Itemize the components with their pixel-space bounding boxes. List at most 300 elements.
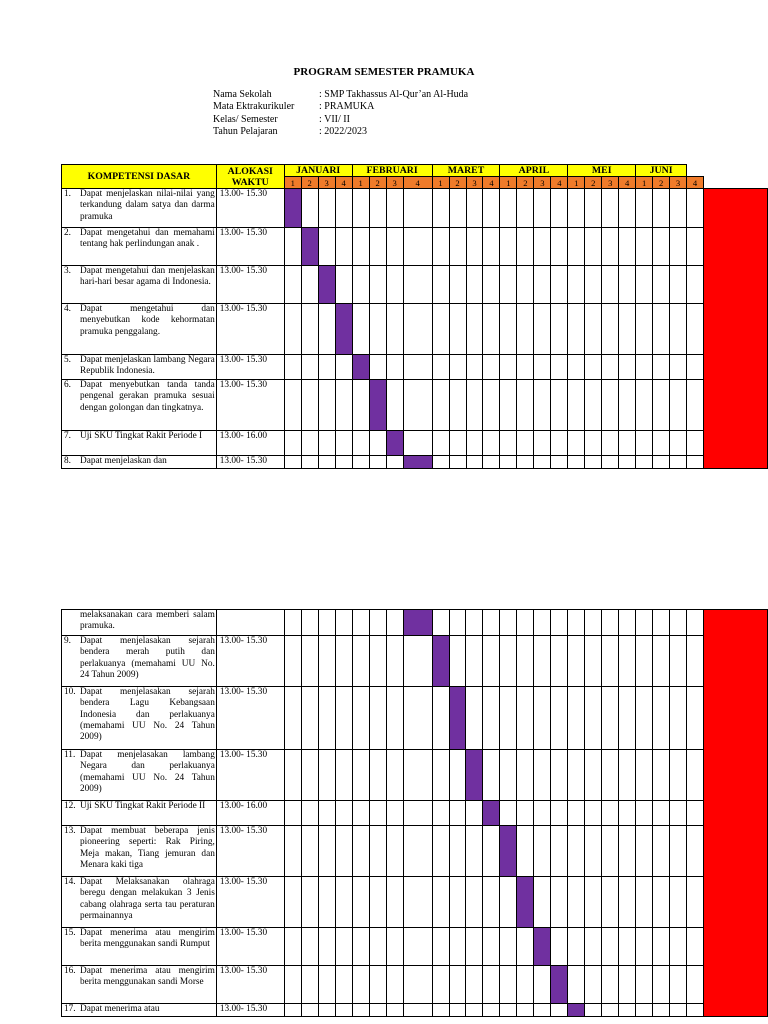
- info-value: : VII/ II: [319, 113, 350, 125]
- week-cell: [301, 801, 318, 826]
- week-cell: [500, 380, 517, 431]
- week-cell: [318, 877, 335, 928]
- week-cell: [318, 380, 335, 431]
- competency-cell: [62, 610, 217, 636]
- week-cell: [483, 380, 500, 431]
- week-cell: [517, 928, 534, 966]
- week-cell: [301, 826, 318, 877]
- week-cell: [352, 266, 369, 304]
- week-cell: [687, 355, 704, 380]
- week-cell: [403, 266, 432, 304]
- week-cell: [619, 380, 636, 431]
- week-cell: [449, 456, 466, 469]
- competency-text: Dapat menjelasakan lambang Negara dan perlakuanya (memahami UU No. 24 Tahun 2009): [80, 750, 215, 794]
- week-cell: [670, 826, 687, 877]
- info-row-class: [213, 114, 468, 126]
- week-cell: [432, 431, 449, 456]
- time-allocation-cell: 13.00- 15.30: [216, 380, 284, 431]
- week-cell: [568, 928, 585, 966]
- week-cell: [284, 928, 301, 966]
- week-cell: [585, 801, 602, 826]
- competency-number: 9.: [64, 636, 71, 646]
- week-cell: [352, 304, 369, 355]
- week-cell: [602, 456, 619, 469]
- week-cell: [284, 687, 301, 750]
- header-week: 4: [335, 177, 352, 189]
- week-cell: [335, 1004, 352, 1017]
- week-cell: [449, 801, 466, 826]
- week-cell: [619, 456, 636, 469]
- competency-number: 14.: [64, 877, 76, 887]
- week-cell: [653, 877, 670, 928]
- info-label: Kelas/ Semester: [213, 113, 278, 125]
- time-allocation-cell: 13.00- 16.00: [216, 801, 284, 826]
- week-cell: [670, 266, 687, 304]
- week-cell: [483, 1004, 500, 1017]
- table-row: [62, 456, 768, 469]
- week-cell: [568, 266, 585, 304]
- info-label: Nama Sekolah: [213, 89, 272, 100]
- week-cell: [352, 826, 369, 877]
- week-cell: [432, 687, 449, 750]
- week-cell: [653, 456, 670, 469]
- week-cell: [301, 431, 318, 456]
- week-cell: [369, 877, 386, 928]
- week-cell: [500, 355, 517, 380]
- week-cell: [619, 877, 636, 928]
- week-cell: [517, 355, 534, 380]
- week-cell: [369, 966, 386, 1004]
- week-cell: [551, 266, 568, 304]
- week-cell: [585, 189, 602, 228]
- info-value: : 2022/2023: [319, 126, 368, 138]
- time-allocation-cell: 13.00- 15.30: [216, 456, 284, 469]
- week-cell: [500, 610, 517, 636]
- week-cell: [585, 826, 602, 877]
- activity-week-cell: [403, 610, 432, 636]
- week-cell: [284, 610, 301, 636]
- week-cell: [551, 826, 568, 877]
- week-cell: [653, 355, 670, 380]
- week-cell: [500, 750, 517, 801]
- week-cell: [602, 1004, 619, 1017]
- week-cell: [449, 431, 466, 456]
- week-cell: [483, 610, 500, 636]
- competency-number: 3.: [64, 266, 71, 276]
- competency-cell: [62, 189, 217, 228]
- week-cell: [483, 266, 500, 304]
- week-cell: [602, 826, 619, 877]
- week-cell: [352, 380, 369, 431]
- week-cell: [483, 928, 500, 966]
- week-cell: [517, 610, 534, 636]
- week-cell: [352, 966, 369, 1004]
- week-cell: [301, 355, 318, 380]
- table-row: [62, 877, 768, 928]
- week-cell: [687, 189, 704, 228]
- week-cell: [483, 304, 500, 355]
- week-cell: [318, 228, 335, 266]
- week-cell: [687, 826, 704, 877]
- week-cell: [318, 928, 335, 966]
- week-cell: [568, 750, 585, 801]
- week-cell: [602, 877, 619, 928]
- competency-cell: [62, 636, 217, 687]
- week-cell: [301, 750, 318, 801]
- week-cell: [619, 431, 636, 456]
- week-cell: [619, 966, 636, 1004]
- header-week: 4: [403, 177, 432, 189]
- competency-cell: [62, 228, 217, 266]
- competency-cell: [62, 304, 217, 355]
- week-cell: [449, 380, 466, 431]
- week-cell: [568, 687, 585, 750]
- header-month: APRIL: [500, 165, 568, 177]
- schedule-table-page-2: [61, 609, 768, 1017]
- week-cell: [602, 687, 619, 750]
- week-cell: [449, 750, 466, 801]
- week-cell: [284, 355, 301, 380]
- week-cell: [653, 380, 670, 431]
- week-cell: [466, 966, 483, 1004]
- week-cell: [670, 928, 687, 966]
- week-cell: [602, 228, 619, 266]
- week-cell: [517, 750, 534, 801]
- week-cell: [466, 456, 483, 469]
- week-cell: [636, 826, 653, 877]
- week-cell: [636, 380, 653, 431]
- week-cell: [335, 228, 352, 266]
- week-cell: [551, 304, 568, 355]
- competency-number: 4.: [64, 304, 71, 314]
- week-cell: [551, 687, 568, 750]
- week-cell: [318, 750, 335, 801]
- week-cell: [670, 189, 687, 228]
- week-cell: [301, 266, 318, 304]
- week-cell: [335, 966, 352, 1004]
- week-cell: [636, 1004, 653, 1017]
- week-cell: [369, 1004, 386, 1017]
- week-cell: [386, 266, 403, 304]
- week-cell: [551, 1004, 568, 1017]
- week-cell: [301, 687, 318, 750]
- week-cell: [449, 304, 466, 355]
- week-cell: [369, 228, 386, 266]
- week-cell: [602, 610, 619, 636]
- table-row: [62, 636, 768, 687]
- week-cell: [318, 801, 335, 826]
- week-cell: [284, 877, 301, 928]
- week-cell: [449, 966, 466, 1004]
- week-cell: [568, 801, 585, 826]
- week-cell: [534, 610, 551, 636]
- week-cell: [449, 228, 466, 266]
- table-row: [62, 1004, 768, 1017]
- week-cell: [670, 1004, 687, 1017]
- week-cell: [687, 928, 704, 966]
- week-cell: [386, 189, 403, 228]
- week-cell: [619, 687, 636, 750]
- competency-cell: [62, 826, 217, 877]
- week-cell: [301, 380, 318, 431]
- info-row-school: [213, 89, 468, 101]
- week-cell: [687, 636, 704, 687]
- week-cell: [500, 456, 517, 469]
- week-cell: [551, 750, 568, 801]
- week-cell: [403, 877, 432, 928]
- week-cell: [619, 826, 636, 877]
- week-cell: [352, 687, 369, 750]
- week-cell: [619, 801, 636, 826]
- week-cell: [551, 189, 568, 228]
- week-cell: [585, 636, 602, 687]
- week-cell: [670, 801, 687, 826]
- table-row: [62, 431, 768, 456]
- info-label: Tahun Pelajaran: [213, 126, 278, 138]
- week-cell: [602, 966, 619, 1004]
- info-row-year: [213, 126, 468, 138]
- june-holiday-block: [704, 610, 768, 1017]
- week-cell: [687, 228, 704, 266]
- header-week: 4: [551, 177, 568, 189]
- week-cell: [687, 304, 704, 355]
- time-allocation-cell: 13.00- 15.30: [216, 1004, 284, 1017]
- competency-number: 11.: [64, 750, 76, 760]
- week-cell: [432, 1004, 449, 1017]
- week-cell: [432, 750, 449, 801]
- competency-cell: [62, 456, 217, 469]
- activity-week-cell: [500, 826, 517, 877]
- week-cell: [403, 687, 432, 750]
- table-row: [62, 750, 768, 801]
- week-cell: [466, 355, 483, 380]
- week-cell: [466, 431, 483, 456]
- time-allocation-cell: 13.00- 15.30: [216, 928, 284, 966]
- time-allocation-cell: 13.00- 15.30: [216, 687, 284, 750]
- week-cell: [551, 928, 568, 966]
- week-cell: [636, 801, 653, 826]
- competency-text: Dapat menerima atau mengirim berita menggunakan sandi Morse: [80, 966, 215, 988]
- week-cell: [636, 304, 653, 355]
- week-cell: [534, 380, 551, 431]
- week-cell: [432, 801, 449, 826]
- competency-cell: [62, 928, 217, 966]
- time-allocation-cell: 13.00- 15.30: [216, 304, 284, 355]
- week-cell: [517, 636, 534, 687]
- week-cell: [687, 801, 704, 826]
- week-cell: [602, 636, 619, 687]
- time-allocation-cell: [216, 610, 284, 636]
- header-week: 1: [568, 177, 585, 189]
- week-cell: [585, 355, 602, 380]
- time-allocation-cell: 13.00- 15.30: [216, 966, 284, 1004]
- table-row: [62, 610, 768, 636]
- week-cell: [500, 266, 517, 304]
- week-cell: [466, 1004, 483, 1017]
- week-cell: [517, 431, 534, 456]
- competency-number: 13.: [64, 826, 76, 836]
- week-cell: [568, 431, 585, 456]
- week-cell: [534, 877, 551, 928]
- week-cell: [352, 456, 369, 469]
- week-cell: [301, 1004, 318, 1017]
- week-cell: [687, 610, 704, 636]
- week-cell: [369, 687, 386, 750]
- week-cell: [636, 928, 653, 966]
- week-cell: [653, 1004, 670, 1017]
- week-cell: [500, 189, 517, 228]
- week-cell: [449, 189, 466, 228]
- week-cell: [284, 380, 301, 431]
- week-cell: [352, 431, 369, 456]
- week-cell: [619, 750, 636, 801]
- week-cell: [517, 189, 534, 228]
- week-cell: [585, 431, 602, 456]
- week-cell: [386, 801, 403, 826]
- week-cell: [568, 826, 585, 877]
- header-week: 2: [301, 177, 318, 189]
- week-cell: [534, 687, 551, 750]
- week-cell: [585, 228, 602, 266]
- week-cell: [284, 304, 301, 355]
- competency-text: Dapat menjelasakan sejarah bendera Lagu Kebangsaan Indonesia dan perlakuanya (memahami UU No. 24 Tahun 2009): [80, 687, 215, 743]
- competency-number: 16.: [64, 966, 76, 976]
- competency-number: 15.: [64, 928, 76, 938]
- week-cell: [500, 877, 517, 928]
- week-cell: [500, 687, 517, 750]
- competency-text: Dapat menjelaskan nilai-nilai yang terkandung dalam satya dan darma pramuka: [80, 189, 215, 222]
- week-cell: [403, 826, 432, 877]
- week-cell: [449, 877, 466, 928]
- week-cell: [318, 189, 335, 228]
- week-cell: [585, 1004, 602, 1017]
- week-cell: [653, 610, 670, 636]
- competency-text: Dapat mengetahui dan memahami tentang hak perlindungan anak .: [80, 228, 215, 250]
- week-cell: [551, 636, 568, 687]
- week-cell: [403, 304, 432, 355]
- week-cell: [483, 687, 500, 750]
- week-cell: [432, 380, 449, 431]
- week-cell: [318, 687, 335, 750]
- week-cell: [432, 355, 449, 380]
- week-cell: [301, 456, 318, 469]
- header-week: 2: [449, 177, 466, 189]
- activity-week-cell: [432, 636, 449, 687]
- week-cell: [517, 1004, 534, 1017]
- week-cell: [500, 1004, 517, 1017]
- week-cell: [466, 610, 483, 636]
- week-cell: [483, 189, 500, 228]
- week-cell: [335, 928, 352, 966]
- table-row: [62, 228, 768, 266]
- week-cell: [500, 228, 517, 266]
- header-month: MARET: [432, 165, 500, 177]
- week-cell: [500, 636, 517, 687]
- week-cell: [386, 1004, 403, 1017]
- competency-text: Uji SKU Tingkat Rakit Periode II: [80, 801, 206, 811]
- week-cell: [335, 610, 352, 636]
- week-cell: [568, 189, 585, 228]
- table-row: [62, 966, 768, 1004]
- week-cell: [551, 431, 568, 456]
- table-row: [62, 801, 768, 826]
- week-cell: [335, 801, 352, 826]
- week-cell: [352, 1004, 369, 1017]
- week-cell: [432, 826, 449, 877]
- week-cell: [483, 636, 500, 687]
- week-cell: [403, 431, 432, 456]
- week-cell: [585, 456, 602, 469]
- week-cell: [670, 636, 687, 687]
- week-cell: [687, 687, 704, 750]
- competency-number: 6.: [64, 380, 71, 390]
- week-cell: [369, 266, 386, 304]
- week-cell: [301, 928, 318, 966]
- week-cell: [619, 228, 636, 266]
- competency-number: 17.: [64, 1004, 76, 1014]
- week-cell: [653, 431, 670, 456]
- week-cell: [483, 431, 500, 456]
- week-cell: [619, 189, 636, 228]
- week-cell: [449, 355, 466, 380]
- header-week: 4: [687, 177, 704, 189]
- info-value: : PRAMUKA: [319, 101, 375, 113]
- week-cell: [670, 687, 687, 750]
- week-cell: [636, 877, 653, 928]
- week-cell: [568, 877, 585, 928]
- week-cell: [585, 380, 602, 431]
- header-week: 3: [602, 177, 619, 189]
- week-cell: [500, 928, 517, 966]
- table-row: [62, 687, 768, 750]
- activity-week-cell: [284, 189, 301, 228]
- week-cell: [653, 189, 670, 228]
- week-cell: [432, 266, 449, 304]
- week-cell: [602, 266, 619, 304]
- competency-number: 10.: [64, 687, 76, 697]
- competency-cell: [62, 687, 217, 750]
- week-cell: [687, 380, 704, 431]
- header-week: 1: [500, 177, 517, 189]
- week-cell: [466, 380, 483, 431]
- header-week: 3: [534, 177, 551, 189]
- week-cell: [301, 189, 318, 228]
- week-cell: [534, 966, 551, 1004]
- week-cell: [466, 877, 483, 928]
- week-cell: [466, 189, 483, 228]
- week-cell: [335, 456, 352, 469]
- week-cell: [284, 826, 301, 877]
- week-cell: [585, 966, 602, 1004]
- week-cell: [369, 750, 386, 801]
- week-cell: [301, 966, 318, 1004]
- week-cell: [585, 750, 602, 801]
- week-cell: [636, 431, 653, 456]
- week-cell: [636, 456, 653, 469]
- week-cell: [568, 610, 585, 636]
- week-cell: [335, 877, 352, 928]
- week-cell: [636, 966, 653, 1004]
- week-cell: [449, 826, 466, 877]
- week-cell: [636, 228, 653, 266]
- table-row: [62, 928, 768, 966]
- week-cell: [403, 801, 432, 826]
- week-cell: [619, 304, 636, 355]
- time-allocation-cell: 13.00- 15.30: [216, 228, 284, 266]
- info-label: Mata Ektrakurikuler: [213, 101, 295, 113]
- week-cell: [432, 966, 449, 1004]
- header-week: 2: [585, 177, 602, 189]
